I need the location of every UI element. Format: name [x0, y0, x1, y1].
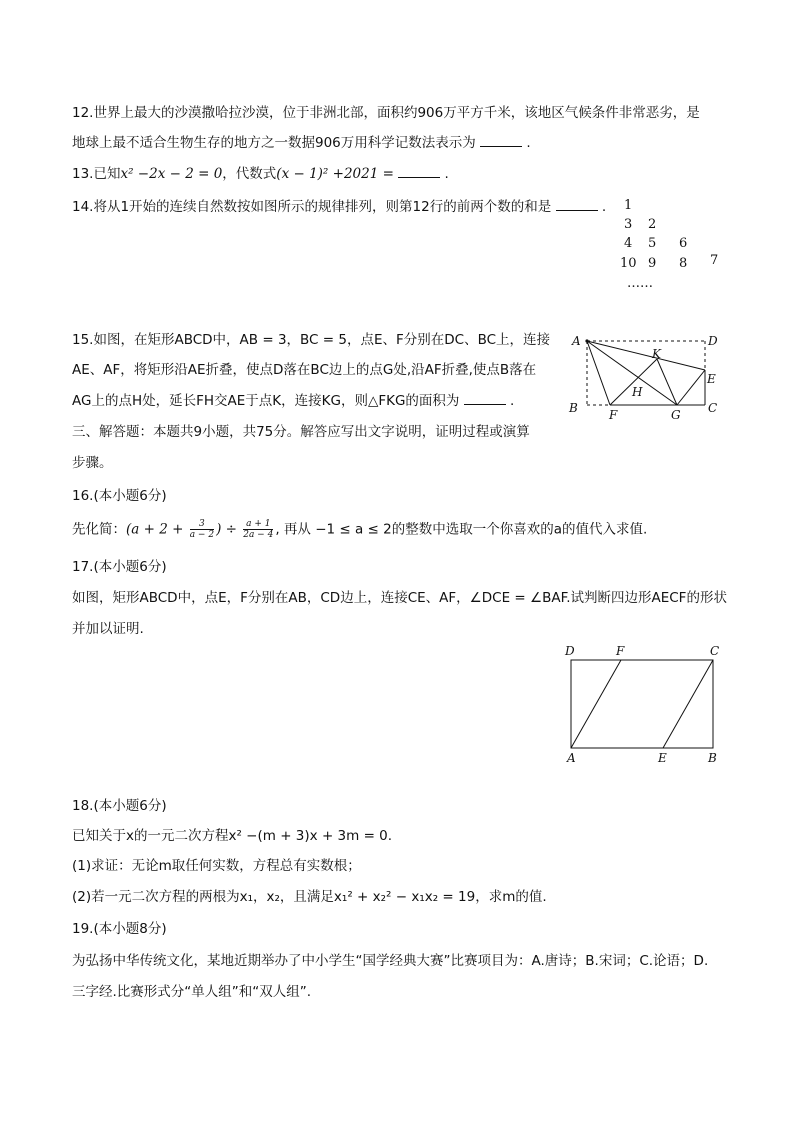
q16-header: 16.(本小题6分): [72, 488, 167, 504]
q13-end: .: [444, 166, 449, 182]
q12-end: .: [526, 135, 531, 151]
label-C: C: [710, 644, 720, 658]
q13-pre: 13.已知: [72, 166, 121, 182]
label-B: B: [708, 751, 717, 765]
q15-line1: 15.如图，在矩形ABCD中，AB = 3，BC = 5，点E、F分别在DC、BC上，连接: [72, 332, 551, 348]
label-A: A: [572, 334, 581, 348]
tri-ellipsis: ……: [627, 276, 653, 291]
q15-figure: [565, 330, 725, 425]
label-A: A: [567, 751, 576, 765]
q16-post: , 再从 −1 ≤ a ≤ 2的整数中选取一个你喜欢的a的值代入求值.: [275, 521, 648, 538]
q12-answer-blank: [480, 134, 522, 147]
q19-line2: 三字经.比赛形式分“单人组”和“双人组”.: [72, 984, 312, 1000]
q12-line2: [72, 133, 531, 153]
tri-num: 5: [648, 236, 657, 251]
label-B: B: [569, 401, 578, 415]
section3-line1: 三、解答题：本题共9小题，共75分。解答应写出文字说明，证明过程或演算: [72, 424, 530, 440]
q12-line1: 12.世界上最大的沙漠撒哈拉沙漠，位于非洲北部，面积约906万平方千米，该地区气候条件非常恶劣，是: [72, 105, 700, 121]
label-H: H: [632, 385, 643, 399]
q13-expression: (x − 1)² +2021 =: [276, 166, 394, 182]
label-E: E: [707, 372, 716, 386]
tri-num: 3: [624, 217, 633, 232]
q18-header: 18.(本小题6分): [72, 798, 167, 814]
q15-line3-text: AG上的点H处，延长FH交AE于点K，连接KG，则△FKG的面积为: [72, 393, 460, 409]
q15-line2: AE、AF，将矩形沿AE折叠，使点D落在BC边上的点G处,沿AF折叠,使点B落在: [72, 362, 537, 378]
q18-line1: 已知关于x的一元二次方程x² −(m + 3)x + 3m = 0.: [72, 828, 393, 844]
frac1-denominator: a − 2: [189, 530, 215, 540]
label-E: E: [658, 751, 667, 765]
frac1-numerator: 3: [190, 519, 214, 530]
tri-num: 2: [648, 217, 657, 232]
section3-line2: 步骤。: [72, 455, 113, 471]
q15-answer-blank: [464, 392, 506, 405]
q13-mid: ，代数式: [222, 166, 277, 182]
q17-header: 17.(本小题6分): [72, 559, 167, 575]
q16-fraction-2: [243, 519, 273, 540]
q13-answer-blank: [398, 165, 440, 178]
q16-expr-b: ) ÷: [216, 521, 237, 538]
q17-figure: [560, 640, 730, 770]
q18-line2: (1)求证：无论m取任何实数，方程总有实数根；: [72, 858, 361, 874]
q14-line: [72, 197, 606, 217]
q16-expr-a: (a + 2 +: [126, 521, 184, 538]
tri-num: 10: [620, 256, 637, 271]
frac2-numerator: a + 1: [243, 519, 273, 530]
q13-line: [72, 164, 449, 184]
q14-answer-blank: [556, 198, 598, 211]
tri-num: 6: [679, 236, 688, 251]
q18-line3: (2)若一元二次方程的两根为x₁，x₂，且满足x₁² + x₂² − x₁x₂ = 19，求m的值.: [72, 889, 547, 905]
label-C: C: [708, 401, 718, 415]
label-D: D: [708, 334, 718, 348]
tri-num: 7: [710, 253, 719, 268]
q16-fraction-1: [190, 519, 214, 540]
frac2-denominator: 2a − 4: [243, 530, 274, 540]
q15-line3: [72, 391, 514, 411]
tri-num: 4: [624, 236, 633, 251]
q12-line2-text: 地球上最不适合生物生存的地方之一数据906万用科学记数法表示为: [72, 135, 476, 151]
q17-line2: 并加以证明.: [72, 621, 144, 637]
q14-text: 14.将从1开始的连续自然数按如图所示的规律排列，则第12行的前两个数的和是: [72, 199, 552, 215]
q15-end: .: [510, 393, 515, 409]
label-F: F: [616, 644, 625, 658]
tri-num: 8: [679, 256, 688, 271]
q19-header: 19.(本小题8分): [72, 921, 167, 937]
tri-num: 1: [624, 198, 633, 213]
q13-equation: x² −2x − 2 = 0: [120, 166, 223, 182]
q16-line: [72, 519, 647, 540]
tri-num: 9: [648, 256, 657, 271]
q19-line1: 为弘扬中华传统文化，某地近期举办了中小学生“国学经典大赛”比赛项目为：A.唐诗；B.宋词；C.论语；D.: [72, 953, 709, 969]
q17-line1: 如图，矩形ABCD中，点E，F分别在AB，CD边上，连接CE、AF，∠DCE = ∠BAF.试判断四边形AECF的形状: [72, 590, 727, 606]
label-K: K: [652, 347, 661, 361]
label-G: G: [671, 408, 681, 422]
q16-pre: 先化简：: [72, 521, 126, 538]
q14-end: .: [601, 199, 607, 215]
label-F: F: [609, 408, 618, 422]
label-D: D: [565, 644, 575, 658]
